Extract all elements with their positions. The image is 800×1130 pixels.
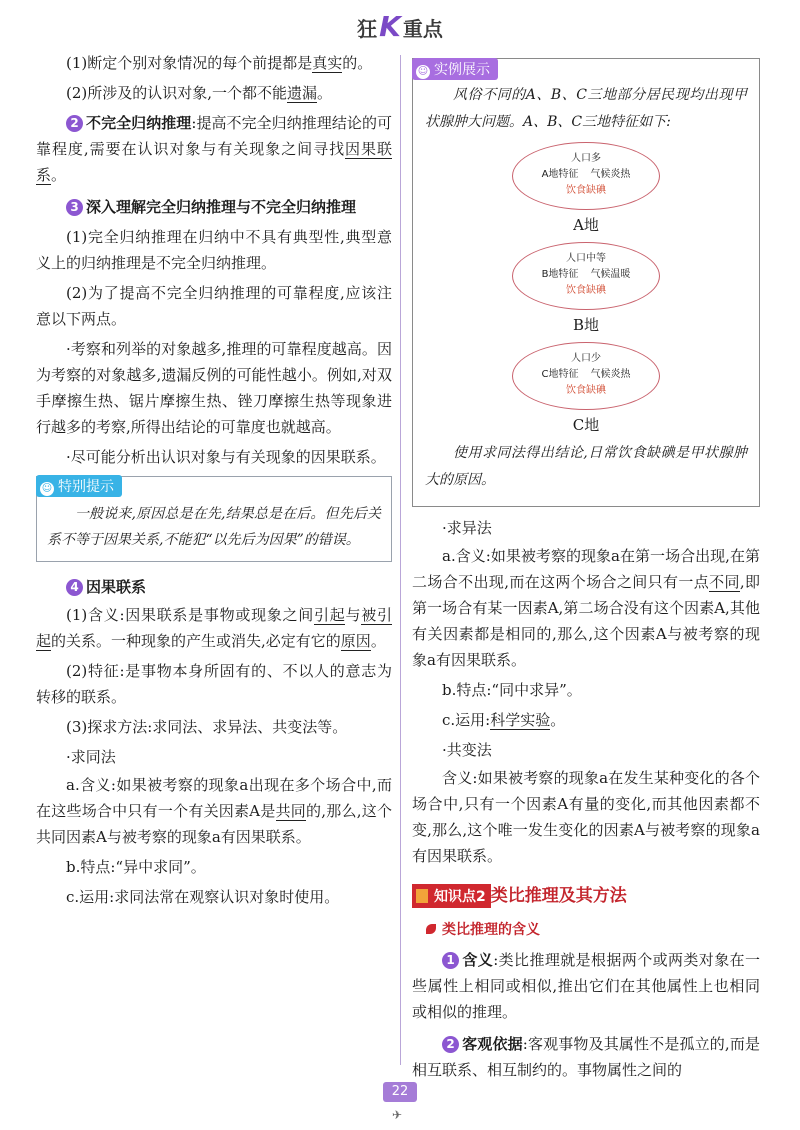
sub-heading: 类比推理的含义 bbox=[412, 919, 760, 939]
town-caption: C地 bbox=[572, 416, 600, 434]
brand-header bbox=[0, 10, 800, 43]
feature-oval: 人口多 A地特征 气候炎热 饮食缺碘 bbox=[512, 142, 660, 210]
paragraph: ·求异法 bbox=[442, 519, 492, 537]
number-badge: 4 bbox=[66, 579, 83, 596]
heading-objective-basis: 2 客观依据:客观事物及其属性不是孤立的,而是相互联系、相互制约的。事物属性之间的 bbox=[412, 1035, 760, 1079]
tip-text: 一般说来,原因总是在先,结果总是在后。但先后关系不等于因果关系,不能犯“以先后为因果”的错误。 bbox=[47, 506, 381, 548]
town-caption: A地 bbox=[573, 216, 599, 234]
feature-oval: 人口中等 B地特征 气候温暖 饮食缺碘 bbox=[512, 242, 660, 310]
paragraph: (2)所涉及的认识对象,一个都不能遗漏。 bbox=[66, 84, 333, 102]
knowledge-point-heading bbox=[412, 881, 760, 907]
paragraph: ·尽可能分析出认识对象与有关现象的因果联系。 bbox=[66, 448, 386, 466]
special-tip-box bbox=[36, 476, 392, 562]
paragraph: ·考察和列举的对象越多,推理的可靠程度越高。因为考察的对象越多,遗漏反例的可能性越小。例如,对双手摩擦生热、锯片摩擦生热、锉刀摩擦生热等现象进行越多的考察,所得出结论的可靠度也就越高。 bbox=[36, 340, 392, 436]
number-badge: 3 bbox=[66, 199, 83, 216]
brand-left: 狂 bbox=[357, 17, 378, 41]
heading-incomplete-induction: 2 不完全归纳推理:提高不完全归纳推理结论的可靠程度,需要在认识对象与有关现象之间寻找因果联系。 bbox=[36, 114, 392, 184]
number-badge: 2 bbox=[442, 1036, 459, 1053]
heading-analogy-meaning: 1 含义:类比推理就是根据两个或两类对象在一些属性上相同或相似,推出它们在其他属性上也相同或相似的推理。 bbox=[412, 951, 760, 1021]
heading-deep-understanding: 3 深入理解完全归纳推理与不完全归纳推理 bbox=[36, 194, 392, 220]
example-conclusion: 使用求同法得出结论,日常饮食缺碘是甲状腺肿大的原因。 bbox=[425, 445, 747, 488]
number-badge: 1 bbox=[442, 952, 459, 969]
paragraph: a.含义:如果被考察的现象a出现在多个场合中,而在这些场合中只有一个有关因素A是共同的,那么,这个共同因素A与被考察的现象a有因果联系。 bbox=[36, 776, 392, 846]
example-text: 风俗不同的A、B、C三地部分居民现均出现甲状腺肿大问题。A、B、C三地特征如下: bbox=[425, 87, 747, 130]
knowledge-point-title: 类比推理及其方法 bbox=[490, 886, 627, 906]
tip-label: ☺ 特别提示 bbox=[36, 475, 122, 497]
smile-icon: ☺ bbox=[41, 483, 53, 494]
paragraph: (3)探求方法:求同法、求异法、共变法等。 bbox=[66, 718, 348, 736]
paragraph: (2)为了提高不完全归纳推理的可靠程度,应该注意以下两点。 bbox=[36, 284, 392, 328]
right-column bbox=[412, 58, 760, 1083]
paragraph: (1)完全归纳推理在归纳中不具有典型性,典型意义上的归纳推理是不完全归纳推理。 bbox=[36, 228, 392, 272]
leaf-icon bbox=[426, 924, 436, 934]
paragraph: a.含义:如果被考察的现象a在第一场合出现,在第二场合不出现,而在这两个场合之间只有一点不同,即第一场合有某一因素A,第二场合没有这个因素A,其他有关因素都是相同的,那么,这个因素A与被考察的现象a有因果联系。 bbox=[412, 547, 760, 669]
bird-icon: ✈ bbox=[392, 1108, 403, 1122]
paragraph: 含义:如果被考察的现象a在发生某种变化的各个场合中,只有一个因素A有量的变化,而其他因素都不变,那么,这个唯一发生变化的因素A与被考察的现象a有因果联系。 bbox=[412, 769, 760, 865]
paragraph: c.运用:科学实验。 bbox=[442, 711, 566, 729]
paragraph: (1)含义:因果联系是事物或现象之间引起与被引起的关系。一种现象的产生或消失,必定有它的原因。 bbox=[36, 606, 392, 650]
paragraph: ·求同法 bbox=[66, 748, 116, 766]
feature-oval: 人口少 C地特征 气候炎热 饮食缺碘 bbox=[512, 342, 660, 410]
brand-k-logo: K bbox=[379, 10, 401, 43]
smile-icon: ☺ bbox=[417, 66, 429, 77]
paragraph: (1)断定个别对象情况的每个前提都是真实的。 bbox=[66, 54, 373, 72]
town-diagram-b bbox=[413, 242, 759, 338]
number-badge: 2 bbox=[66, 115, 83, 132]
paragraph: b.特点:“异中求同”。 bbox=[66, 858, 206, 876]
page-number: 22 bbox=[383, 1082, 417, 1102]
paragraph: b.特点:“同中求异”。 bbox=[442, 681, 582, 699]
example-box bbox=[412, 58, 760, 507]
paragraph: ·共变法 bbox=[442, 741, 492, 759]
column-divider bbox=[400, 55, 401, 1065]
left-column bbox=[36, 50, 392, 910]
brand-right: 重点 bbox=[402, 17, 443, 41]
heading-causal-link: 4 因果联系 bbox=[36, 574, 392, 600]
town-diagram-c bbox=[413, 342, 759, 438]
town-caption: B地 bbox=[572, 316, 600, 334]
paragraph: c.运用:求同法常在观察认识对象时使用。 bbox=[66, 888, 340, 906]
paragraph: (2)特征:是事物本身所固有的、不以人的意志为转移的联系。 bbox=[36, 662, 392, 706]
example-label: ☺ 实例展示 bbox=[412, 58, 498, 80]
knowledge-point-tag: 知识点2 bbox=[412, 884, 491, 908]
town-diagram-a bbox=[413, 142, 759, 238]
